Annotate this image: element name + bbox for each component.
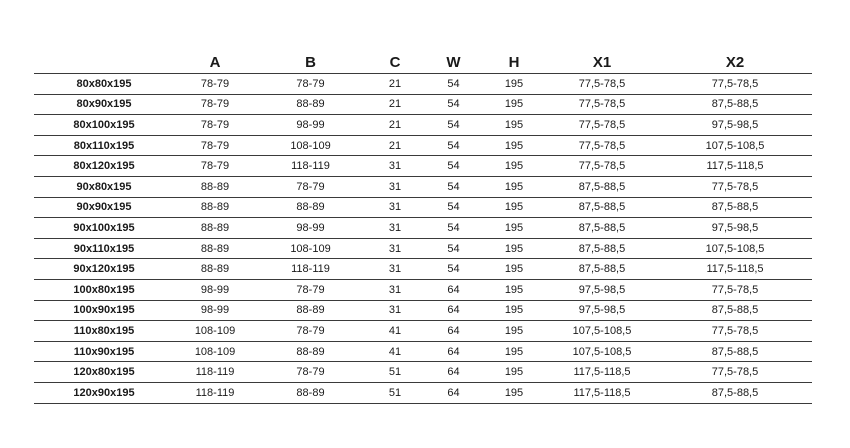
cell-x1: 97,5-98,5 (546, 300, 658, 321)
cell-c: 31 (365, 156, 425, 177)
cell-x1: 87,5-88,5 (546, 197, 658, 218)
cell-x1: 107,5-108,5 (546, 321, 658, 342)
header-b: B (256, 51, 365, 74)
cell-x2: 87,5-88,5 (658, 382, 812, 403)
cell-w: 54 (425, 238, 482, 259)
cell-a: 88-89 (174, 218, 256, 239)
dimensions-table-container (34, 51, 812, 404)
cell-c: 21 (365, 94, 425, 115)
cell-c: 21 (365, 135, 425, 156)
cell-w: 64 (425, 321, 482, 342)
cell-h: 195 (482, 156, 546, 177)
cell-size: 110x90x195 (34, 341, 174, 362)
cell-b: 108-109 (256, 135, 365, 156)
cell-c: 31 (365, 238, 425, 259)
cell-a: 118-119 (174, 382, 256, 403)
cell-h: 195 (482, 321, 546, 342)
header-h: H (482, 51, 546, 74)
cell-c: 21 (365, 115, 425, 136)
cell-w: 64 (425, 279, 482, 300)
cell-size: 80x90x195 (34, 94, 174, 115)
cell-h: 195 (482, 300, 546, 321)
cell-size: 80x120x195 (34, 156, 174, 177)
table-row (34, 341, 812, 362)
cell-x1: 77,5-78,5 (546, 135, 658, 156)
cell-w: 64 (425, 300, 482, 321)
cell-c: 31 (365, 259, 425, 280)
cell-size: 90x80x195 (34, 176, 174, 197)
cell-x1: 77,5-78,5 (546, 94, 658, 115)
table-row (34, 156, 812, 177)
cell-w: 54 (425, 94, 482, 115)
cell-size: 80x80x195 (34, 74, 174, 95)
cell-c: 51 (365, 362, 425, 383)
cell-c: 31 (365, 279, 425, 300)
cell-h: 195 (482, 115, 546, 136)
table-row (34, 135, 812, 156)
cell-b: 88-89 (256, 197, 365, 218)
cell-a: 88-89 (174, 197, 256, 218)
cell-b: 78-79 (256, 279, 365, 300)
cell-size: 100x90x195 (34, 300, 174, 321)
table-header-row (34, 51, 812, 74)
cell-a: 98-99 (174, 279, 256, 300)
cell-x1: 117,5-118,5 (546, 382, 658, 403)
cell-size: 120x90x195 (34, 382, 174, 403)
cell-x2: 87,5-88,5 (658, 197, 812, 218)
table-row (34, 382, 812, 403)
cell-x1: 87,5-88,5 (546, 218, 658, 239)
cell-b: 118-119 (256, 259, 365, 280)
table-row (34, 74, 812, 95)
cell-size: 90x120x195 (34, 259, 174, 280)
cell-size: 90x110x195 (34, 238, 174, 259)
cell-h: 195 (482, 218, 546, 239)
header-x2: X2 (658, 51, 812, 74)
cell-x2: 87,5-88,5 (658, 300, 812, 321)
cell-a: 78-79 (174, 156, 256, 177)
table-row (34, 176, 812, 197)
cell-x1: 87,5-88,5 (546, 259, 658, 280)
cell-w: 54 (425, 156, 482, 177)
cell-b: 78-79 (256, 362, 365, 383)
table-row (34, 238, 812, 259)
cell-size: 90x90x195 (34, 197, 174, 218)
cell-a: 78-79 (174, 115, 256, 136)
cell-x2: 77,5-78,5 (658, 74, 812, 95)
cell-h: 195 (482, 382, 546, 403)
cell-a: 78-79 (174, 94, 256, 115)
cell-c: 31 (365, 176, 425, 197)
cell-b: 98-99 (256, 115, 365, 136)
cell-x2: 77,5-78,5 (658, 176, 812, 197)
cell-b: 118-119 (256, 156, 365, 177)
cell-a: 108-109 (174, 321, 256, 342)
cell-x1: 87,5-88,5 (546, 238, 658, 259)
cell-h: 195 (482, 197, 546, 218)
cell-b: 78-79 (256, 176, 365, 197)
cell-b: 78-79 (256, 74, 365, 95)
cell-h: 195 (482, 74, 546, 95)
cell-b: 88-89 (256, 341, 365, 362)
cell-w: 64 (425, 362, 482, 383)
cell-h: 195 (482, 238, 546, 259)
cell-c: 41 (365, 341, 425, 362)
table-row (34, 197, 812, 218)
cell-w: 54 (425, 74, 482, 95)
cell-h: 195 (482, 135, 546, 156)
cell-c: 21 (365, 74, 425, 95)
table-row (34, 321, 812, 342)
cell-b: 88-89 (256, 382, 365, 403)
cell-c: 31 (365, 300, 425, 321)
cell-a: 88-89 (174, 238, 256, 259)
table-row (34, 300, 812, 321)
cell-a: 118-119 (174, 362, 256, 383)
table-body (34, 74, 812, 404)
cell-h: 195 (482, 341, 546, 362)
cell-x2: 77,5-78,5 (658, 321, 812, 342)
cell-size: 80x110x195 (34, 135, 174, 156)
cell-w: 64 (425, 341, 482, 362)
cell-b: 98-99 (256, 218, 365, 239)
cell-x2: 97,5-98,5 (658, 115, 812, 136)
cell-x1: 117,5-118,5 (546, 362, 658, 383)
cell-h: 195 (482, 362, 546, 383)
cell-h: 195 (482, 279, 546, 300)
cell-c: 31 (365, 197, 425, 218)
cell-x1: 97,5-98,5 (546, 279, 658, 300)
cell-x2: 77,5-78,5 (658, 362, 812, 383)
cell-b: 78-79 (256, 321, 365, 342)
cell-x2: 77,5-78,5 (658, 279, 812, 300)
cell-a: 78-79 (174, 74, 256, 95)
cell-x1: 77,5-78,5 (546, 74, 658, 95)
cell-w: 54 (425, 135, 482, 156)
cell-x2: 87,5-88,5 (658, 341, 812, 362)
cell-b: 88-89 (256, 94, 365, 115)
cell-c: 41 (365, 321, 425, 342)
cell-x2: 97,5-98,5 (658, 218, 812, 239)
cell-x2: 107,5-108,5 (658, 238, 812, 259)
table-row (34, 279, 812, 300)
header-c: C (365, 51, 425, 74)
cell-size: 90x100x195 (34, 218, 174, 239)
header-a: A (174, 51, 256, 74)
cell-size: 110x80x195 (34, 321, 174, 342)
cell-a: 88-89 (174, 176, 256, 197)
cell-w: 54 (425, 115, 482, 136)
cell-a: 108-109 (174, 341, 256, 362)
cell-size: 100x80x195 (34, 279, 174, 300)
cell-b: 88-89 (256, 300, 365, 321)
header-w: W (425, 51, 482, 74)
cell-a: 98-99 (174, 300, 256, 321)
cell-x1: 107,5-108,5 (546, 341, 658, 362)
cell-x2: 117,5-118,5 (658, 156, 812, 177)
cell-h: 195 (482, 94, 546, 115)
cell-x2: 107,5-108,5 (658, 135, 812, 156)
table-row (34, 115, 812, 136)
table-row (34, 362, 812, 383)
cell-c: 51 (365, 382, 425, 403)
cell-w: 54 (425, 197, 482, 218)
cell-w: 54 (425, 176, 482, 197)
cell-h: 195 (482, 259, 546, 280)
cell-x1: 77,5-78,5 (546, 156, 658, 177)
cell-a: 88-89 (174, 259, 256, 280)
table-row (34, 218, 812, 239)
cell-x2: 87,5-88,5 (658, 94, 812, 115)
dimensions-table (34, 51, 812, 404)
cell-h: 195 (482, 176, 546, 197)
cell-x2: 117,5-118,5 (658, 259, 812, 280)
table-row (34, 94, 812, 115)
cell-w: 54 (425, 259, 482, 280)
header-x1: X1 (546, 51, 658, 74)
cell-a: 78-79 (174, 135, 256, 156)
header-size (34, 51, 174, 74)
table-row (34, 259, 812, 280)
cell-b: 108-109 (256, 238, 365, 259)
cell-size: 80x100x195 (34, 115, 174, 136)
cell-c: 31 (365, 218, 425, 239)
cell-x1: 87,5-88,5 (546, 176, 658, 197)
cell-w: 64 (425, 382, 482, 403)
cell-size: 120x80x195 (34, 362, 174, 383)
cell-w: 54 (425, 218, 482, 239)
cell-x1: 77,5-78,5 (546, 115, 658, 136)
